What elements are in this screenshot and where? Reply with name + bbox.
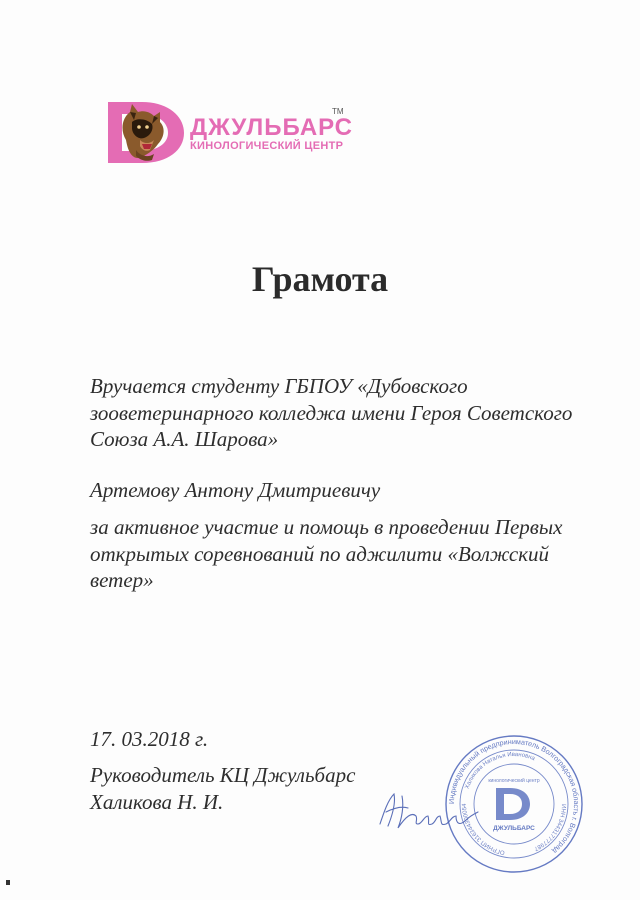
signatory-role: Руководитель КЦ Джульбарс: [90, 763, 356, 787]
recipient-name: Артемову Антону Дмитриевичу: [90, 478, 381, 502]
stamp-outer-text: Индивидуальный предприниматель Волгоградская область г. Волгоград: [446, 736, 582, 856]
brand-logo: [106, 100, 356, 170]
stamp-center-text: ДЖУЛЬБАРС: [493, 825, 535, 832]
official-stamp: [444, 734, 584, 874]
stamp-inner-text: кинологический центр: [488, 778, 540, 784]
stamp-ogrnip-text: ОГРНИП 316344300054: [461, 803, 506, 856]
trademark-mark: TM: [332, 107, 344, 116]
award-reason-paragraph: за активное участие и помощь в проведении Первых открытых соревнований по аджилити «Волжский ветер»: [90, 515, 563, 592]
award-intro-paragraph: Вручается студенту ГБПОУ «Дубовского зооветеринарного колледжа имени Героя Советского Союза А.А. Шарова»: [90, 374, 573, 451]
stamp-d-icon: [496, 788, 530, 820]
brand-name: ДЖУЛЬБАРС: [190, 114, 353, 141]
document-title: Грамота: [251, 259, 389, 299]
signatory-name: Халикова Н. И.: [90, 790, 224, 814]
issue-date: 17. 03.2018 г.: [90, 727, 209, 751]
scan-mark: [6, 880, 10, 885]
dog-d-logo-icon: [106, 100, 186, 165]
stamp-owner-text: Халикова Наталья Ивановна: [464, 751, 536, 790]
brand-subtitle: КИНОЛОГИЧЕСКИЙ ЦЕНТР: [190, 140, 344, 152]
stamp-inn-text: ИНН 344317777987: [532, 803, 567, 852]
